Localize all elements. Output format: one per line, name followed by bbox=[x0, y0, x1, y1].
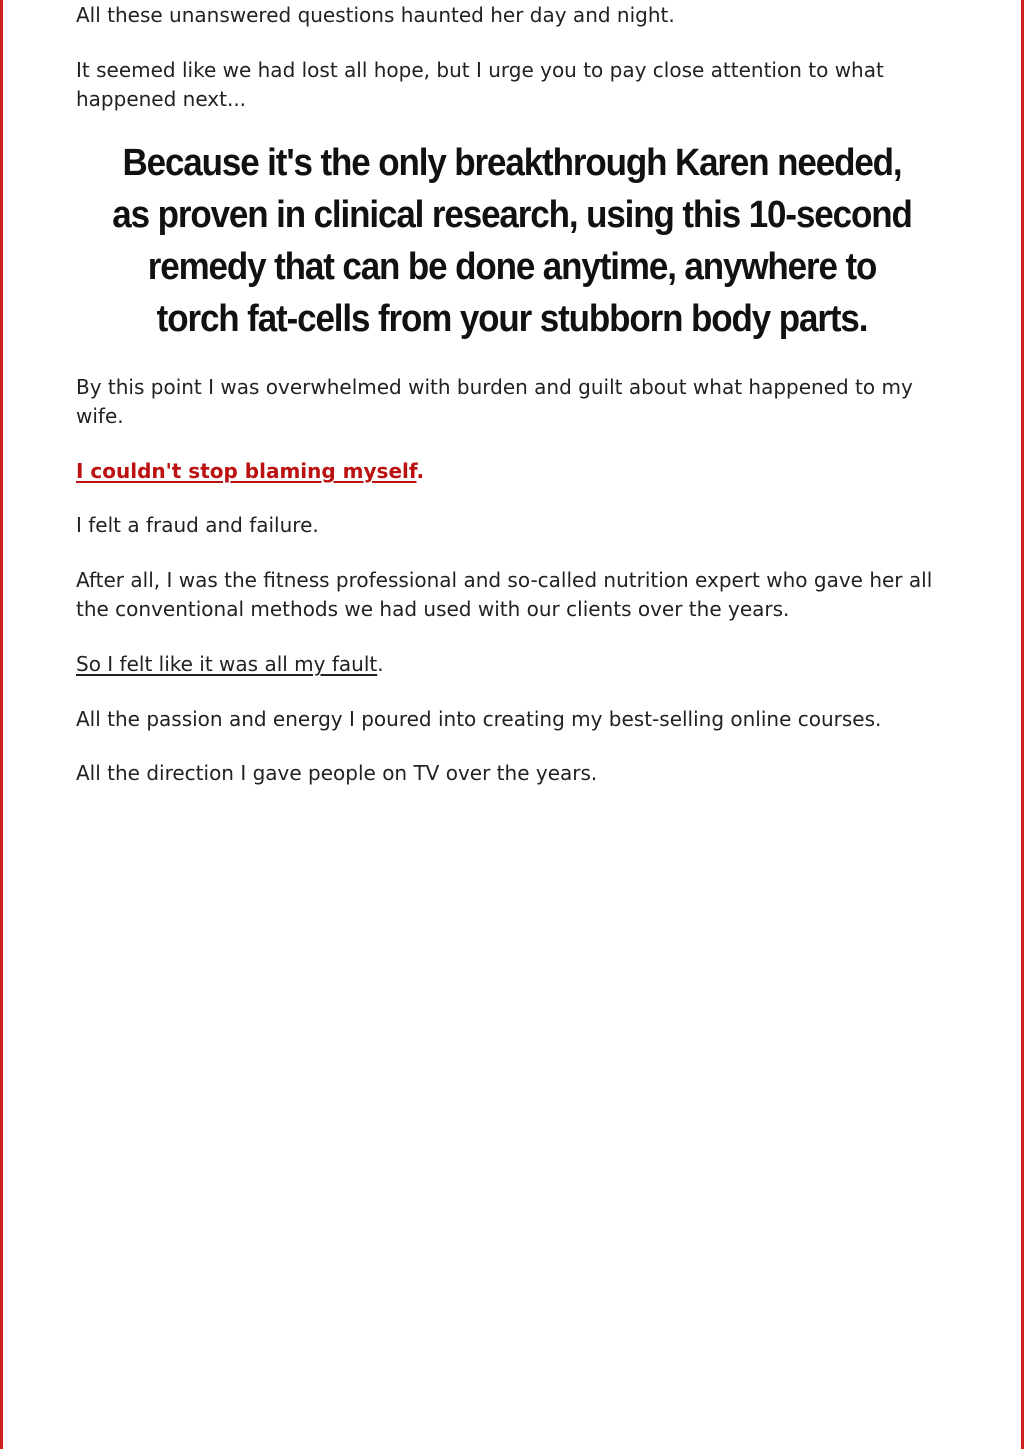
paragraph-my-fault bbox=[76, 650, 948, 679]
paragraph-fitness-professional: After all, I was the fitness professional and so-called nutrition expert who gave her all the conventional methods we had used with our clients over the years. bbox=[76, 568, 933, 621]
my-fault-underlined: So I felt like it was all my fault bbox=[76, 652, 378, 676]
blaming-myself-highlight: I couldn't stop blaming myself bbox=[76, 459, 417, 483]
paragraph-fraud-failure: I felt a fraud and failure. bbox=[76, 513, 319, 537]
paragraph-blaming-myself bbox=[76, 457, 948, 486]
paragraph-unanswered-questions: All these unanswered questions haunted her day and night. bbox=[76, 3, 675, 27]
my-fault-period: . bbox=[377, 652, 384, 676]
paragraph-lost-hope: It seemed like we had lost all hope, but I urge you to pay close attention to what happened next... bbox=[76, 58, 884, 111]
breakthrough-headline: Because it's the only breakthrough Karen needed, as proven in clinical research, using this 10-second remedy that can be done anytime, anywhere to torch fat-cells from your stubborn body parts. bbox=[112, 142, 912, 340]
paragraph-passion-energy: All the passion and energy I poured into creating my best-selling online courses. bbox=[76, 707, 882, 731]
paragraph-burden-guilt: By this point I was overwhelmed with burden and guilt about what happened to my wife. bbox=[76, 375, 913, 428]
paragraph-tv-direction: All the direction I gave people on TV over the years. bbox=[76, 761, 598, 785]
blaming-myself-period: . bbox=[416, 459, 425, 483]
